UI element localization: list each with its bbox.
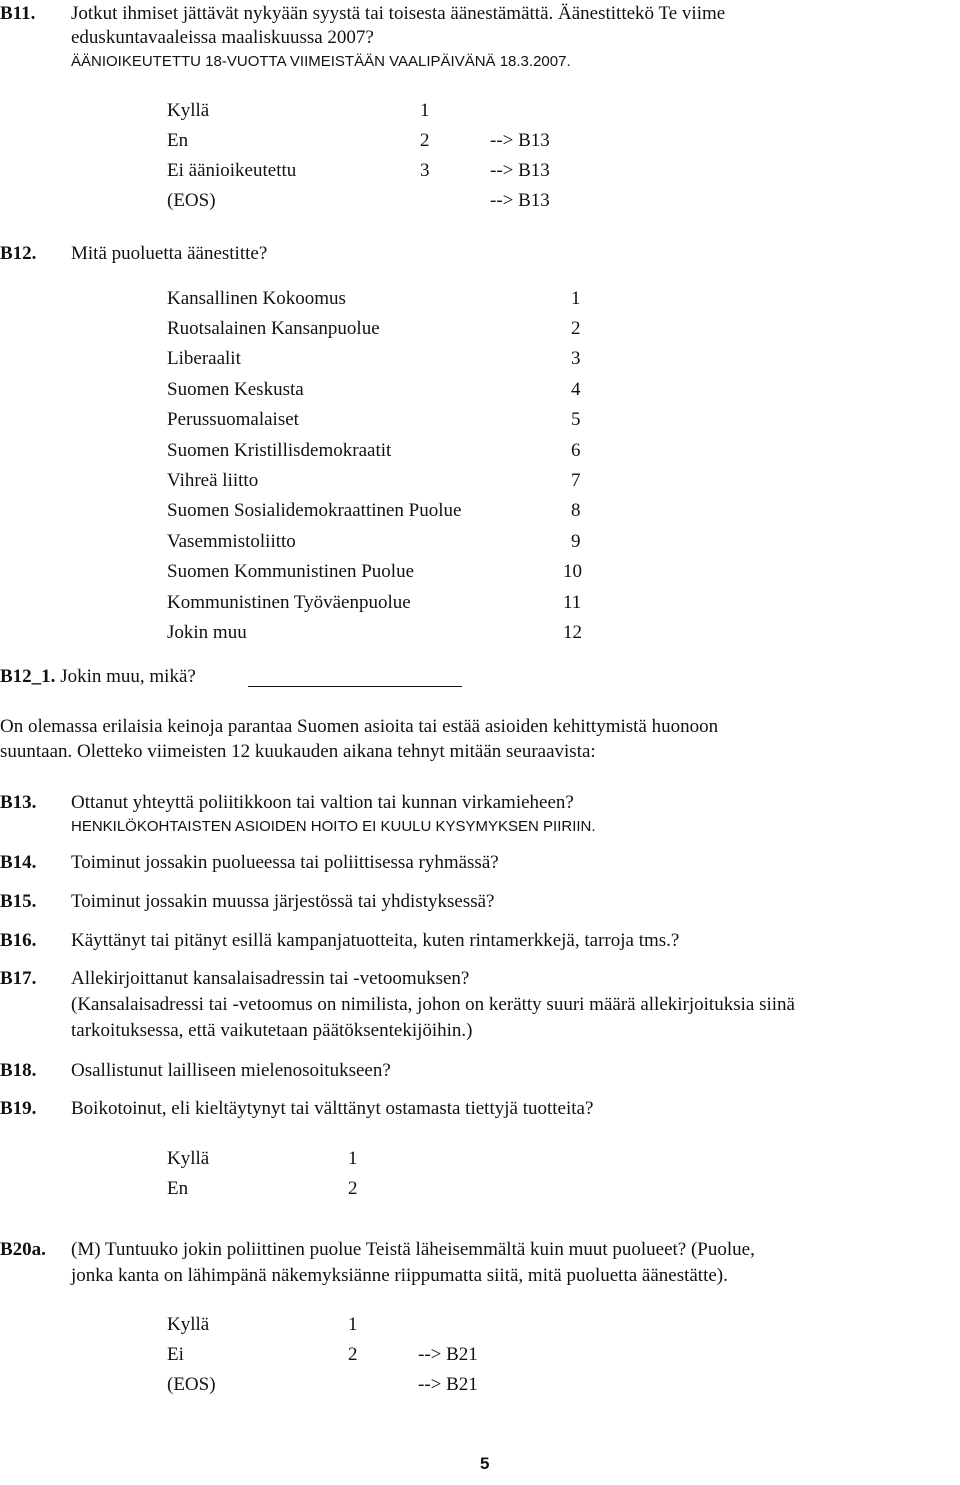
option-code: 1: [348, 1148, 358, 1169]
option-label: Kyllä: [167, 100, 210, 121]
party-code: 10: [563, 561, 582, 582]
question-text-b16: Käyttänyt tai pitänyt esillä kampanjatuotteita, kuten rintamerkkejä, tarroja tms.?: [71, 930, 680, 951]
question-text-b11-line2: eduskuntavaaleissa maaliskuussa 2007?: [71, 27, 374, 48]
intro-text-line1: On olemassa erilaisia keinoja parantaa Suomen asioita tai estää asioiden kehittymistä huonoon: [0, 716, 719, 737]
party-code: 1: [571, 288, 581, 309]
option-code: 2: [348, 1178, 358, 1199]
option-label: En: [167, 130, 189, 151]
party-code: 8: [571, 500, 581, 521]
option-code: 1: [420, 100, 430, 121]
question-number-b13: B13.: [0, 792, 37, 813]
question-text-b14: Toiminut jossakin puolueessa tai poliittisessa ryhmässä?: [71, 852, 499, 873]
question-text-b20a-line2: jonka kanta on lähimpänä näkemyksiänne riippumatta siitä, mitä puoluetta äänestätte).: [71, 1265, 728, 1286]
party-label: Vihreä liitto: [167, 470, 259, 491]
option-label: En: [167, 1178, 189, 1199]
option-label: Kyllä: [167, 1314, 210, 1335]
skip-instruction: --> B13: [490, 130, 550, 151]
question-text-b19: Boikotoinut, eli kieltäytynyt tai välttänyt ostamasta tiettyjä tuotteita?: [71, 1098, 594, 1119]
question-number-b17: B17.: [0, 968, 37, 989]
party-code: 2: [571, 318, 581, 339]
question-text-b20a-line1: (M) Tuntuuko jokin poliittinen puolue Teistä läheisemmältä kuin muut puolueet? (Puolue,: [71, 1239, 755, 1260]
party-label: Ruotsalainen Kansanpuolue: [167, 318, 380, 339]
interviewer-instruction-b11: ÄÄNIOIKEUTETTU 18-VUOTTA VIIMEISTÄÄN VAALIPÄIVÄNÄ 18.3.2007.: [71, 53, 571, 70]
party-label: Vasemmistoliitto: [167, 531, 296, 552]
question-number-b18: B18.: [0, 1060, 37, 1081]
question-text-b12: Mitä puoluetta äänestitte?: [71, 243, 268, 264]
question-text-b15: Toiminut jossakin muussa järjestössä tai yhdistyksessä?: [71, 891, 495, 912]
skip-instruction: --> B13: [490, 190, 550, 211]
question-note-b17-line2: tarkoituksessa, että vaikutetaan päätöksentekijöihin.): [71, 1020, 473, 1041]
question-number-b20a: B20a.: [0, 1239, 46, 1260]
party-label: Suomen Keskusta: [167, 379, 304, 400]
skip-instruction: --> B21: [418, 1344, 478, 1365]
option-label: Ei: [167, 1344, 184, 1365]
party-code: 4: [571, 379, 581, 400]
party-label: Suomen Sosialidemokraattinen Puolue: [167, 500, 462, 521]
party-code: 12: [563, 622, 582, 643]
option-code: 2: [348, 1344, 358, 1365]
option-label: Ei äänioikeutettu: [167, 160, 297, 181]
party-label: Suomen Kommunistinen Puolue: [167, 561, 414, 582]
question-number-b12: B12.: [0, 243, 37, 264]
party-label: Jokin muu: [167, 622, 247, 643]
question-number-b11: B11.: [0, 3, 36, 24]
question-number-b16: B16.: [0, 930, 37, 951]
party-code: 6: [571, 440, 581, 461]
party-code: 5: [571, 409, 581, 430]
question-number-b14: B14.: [0, 852, 37, 873]
question-text-b13: Ottanut yhteyttä poliitikkoon tai valtion tai kunnan virkamieheen?: [71, 792, 574, 813]
skip-instruction: --> B13: [490, 160, 550, 181]
party-label: Perussuomalaiset: [167, 409, 299, 430]
intro-text-line2: suuntaan. Oletteko viimeisten 12 kuukauden aikana tehnyt mitään seuraavista:: [0, 741, 596, 762]
party-code: 7: [571, 470, 581, 491]
question-number-b12-1: B12_1.: [0, 666, 56, 687]
party-code: 3: [571, 348, 581, 369]
party-code: 9: [571, 531, 581, 552]
question-text-b17: Allekirjoittanut kansalaisadressin tai -vetoomuksen?: [71, 968, 470, 989]
page-number: 5: [480, 1454, 490, 1473]
question-number-b15: B15.: [0, 891, 37, 912]
interviewer-instruction-b13: HENKILÖKOHTAISTEN ASIOIDEN HOITO EI KUULU KYSYMYKSEN PIIRIIN.: [71, 818, 596, 835]
question-b12-1: [0, 666, 196, 689]
party-label: Liberaalit: [167, 348, 241, 369]
question-number-b19: B19.: [0, 1098, 37, 1119]
other-party-answer-line[interactable]: [248, 686, 462, 687]
skip-instruction: --> B21: [418, 1374, 478, 1395]
question-text-b18: Osallistunut lailliseen mielenosoitukseen?: [71, 1060, 391, 1081]
option-code: 3: [420, 160, 430, 181]
question-note-b17-line1: (Kansalaisadressi tai -vetoomus on nimilista, johon on kerätty suuri määrä allekirjoituksia siinä: [71, 994, 795, 1015]
option-label: (EOS): [167, 190, 216, 211]
option-code: 2: [420, 130, 430, 151]
party-label: Kommunistinen Työväenpuolue: [167, 592, 411, 613]
option-label: (EOS): [167, 1374, 216, 1395]
option-code: 1: [348, 1314, 358, 1335]
party-code: 11: [563, 592, 582, 613]
question-text-b12-1: Jokin muu, mikä?: [60, 666, 196, 687]
option-label: Kyllä: [167, 1148, 210, 1169]
party-label: Kansallinen Kokoomus: [167, 288, 346, 309]
question-text-b11-line1: Jotkut ihmiset jättävät nykyään syystä tai toisesta äänestämättä. Äänestittekö Te viime: [71, 3, 726, 24]
party-label: Suomen Kristillisdemokraatit: [167, 440, 392, 461]
